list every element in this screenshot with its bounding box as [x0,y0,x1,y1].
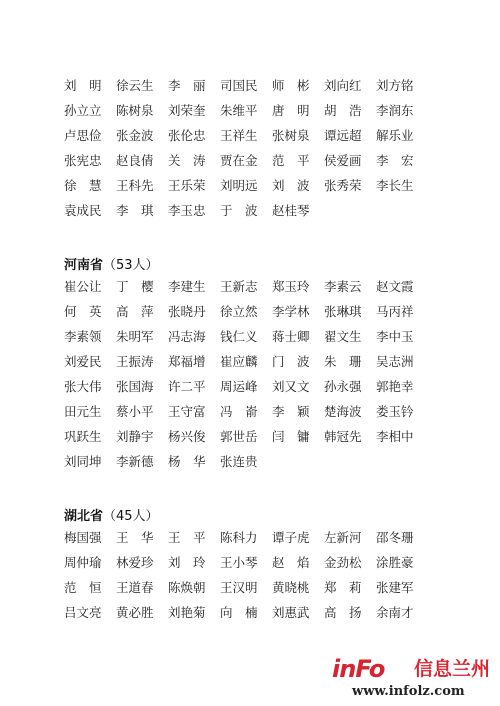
province-name: 湖北省 [64,509,104,524]
person-name: 李 宏 [376,153,414,168]
person-name: 高 扬 [324,605,362,620]
person-name: 李素云 [324,279,362,294]
person-name: 刘爱民 [64,354,102,369]
person-name: 张建军 [376,580,414,595]
person-name: 张宪忠 [64,153,102,168]
person-name: 王振涛 [116,354,154,369]
name-row [64,449,428,474]
person-name: 李建生 [168,279,206,294]
person-name: 刘方铭 [376,78,414,93]
person-name: 张大伟 [64,379,102,394]
person-name: 梅国强 [64,530,102,545]
name-list-henan [64,274,428,474]
person-name: 谭子虎 [272,530,310,545]
person-name: 谭远超 [324,128,362,143]
person-name: 刘明远 [220,178,258,193]
name-list-hubei [64,525,428,625]
name-row [64,98,428,123]
person-name: 左新河 [324,530,362,545]
person-name: 郭艳幸 [376,379,414,394]
person-name: 郭世岳 [220,429,258,444]
person-name: 蔡小平 [116,404,154,419]
person-name: 张伦忠 [168,128,206,143]
person-name: 刘同坤 [64,454,102,469]
name-row [64,198,428,223]
person-name: 李中玉 [376,329,414,344]
province-name: 河南省 [64,258,104,273]
person-name: 刘静宇 [116,429,154,444]
person-name: 于 波 [220,203,258,218]
person-name: 张秀荣 [324,178,362,193]
person-name: 王 平 [168,530,206,545]
person-name: 徐云生 [116,78,154,93]
person-name: 朱维平 [220,103,258,118]
name-row [64,600,428,625]
person-name: 张琳琪 [324,304,362,319]
person-name: 金劲松 [324,555,362,570]
name-row [64,374,428,399]
province-count: （45人） [103,509,159,524]
person-name: 赵 焰 [272,555,310,570]
person-name: 邵冬珊 [376,530,414,545]
person-name: 杨 华 [168,454,206,469]
person-name: 许二平 [168,379,206,394]
logo-mark: inFo [332,655,385,683]
name-row [64,123,428,148]
person-name: 向 楠 [220,605,258,620]
person-name: 王乐荣 [168,178,206,193]
person-name: 丁 樱 [116,279,154,294]
person-name: 李新德 [116,454,154,469]
person-name: 卢思俭 [64,128,102,143]
person-name: 王道春 [116,580,154,595]
person-name: 崔应麟 [220,354,258,369]
person-name: 范 恒 [64,580,102,595]
person-name: 朱 珊 [324,354,362,369]
person-name: 门 波 [272,354,310,369]
person-name: 余南才 [376,605,414,620]
person-name: 涂胜豪 [376,555,414,570]
person-name: 郑福增 [168,354,206,369]
person-name: 李相中 [376,429,414,444]
person-name: 黄必胜 [116,605,154,620]
person-name: 赵文霞 [376,279,414,294]
person-name: 王祥生 [220,128,258,143]
name-row [64,299,428,324]
person-name: 孙立立 [64,103,102,118]
watermark-url: www.infolz.com [352,684,465,699]
person-name: 陈树泉 [116,103,154,118]
person-name: 翟文生 [324,329,362,344]
person-name: 李 丽 [168,78,206,93]
person-name: 周仲瑜 [64,555,102,570]
person-name: 胡 浩 [324,103,362,118]
name-list-shandong [64,73,428,223]
person-name: 王小琴 [220,555,258,570]
person-name: 唐 明 [272,103,310,118]
person-name: 田元生 [64,404,102,419]
person-name: 张树泉 [272,128,310,143]
person-name: 张晓丹 [168,304,206,319]
person-name: 张国海 [116,379,154,394]
person-name: 赵良倩 [116,153,154,168]
person-name: 关 涛 [168,153,206,168]
name-row [64,575,428,600]
person-name: 王汉明 [220,580,258,595]
person-name: 闫 镛 [272,429,310,444]
person-name: 巩跃生 [64,429,102,444]
person-name: 刘又文 [272,379,310,394]
person-name: 林爱珍 [116,555,154,570]
name-row [64,399,428,424]
person-name: 刘惠武 [272,605,310,620]
person-name: 王新志 [220,279,258,294]
person-name: 徐立然 [220,304,258,319]
name-row [64,173,428,198]
person-name: 李 琪 [116,203,154,218]
name-row [64,525,428,550]
person-name: 何 英 [64,304,102,319]
logo-text: 信息兰州 [414,658,491,680]
person-name: 蒋士卿 [272,329,310,344]
person-name: 解乐业 [376,128,414,143]
name-row [64,424,428,449]
person-name: 朱明军 [116,329,154,344]
person-name: 陈科力 [220,530,258,545]
person-name: 吴志洲 [376,354,414,369]
person-name: 贾在金 [220,153,258,168]
person-name: 范 平 [272,153,310,168]
person-name: 张金波 [116,128,154,143]
person-name: 王守富 [168,404,206,419]
person-name: 刘 明 [64,78,102,93]
person-name: 刘 玲 [168,555,206,570]
person-name: 娄玉钤 [376,404,414,419]
person-name: 黄晓桃 [272,580,310,595]
person-name: 袁成民 [64,203,102,218]
person-name: 冯志海 [168,329,206,344]
section-heading-hubei [64,505,159,524]
person-name: 郑 莉 [324,580,362,595]
person-name: 司国民 [220,78,258,93]
person-name: 高 萍 [116,304,154,319]
person-name: 陈焕朝 [168,580,206,595]
watermark-logo [332,654,492,684]
person-name: 孙永强 [324,379,362,394]
person-name: 刘荣奎 [168,103,206,118]
person-name: 徐 慧 [64,178,102,193]
name-row [64,274,428,299]
province-count: （53人） [103,258,159,273]
person-name: 李玉忠 [168,203,206,218]
person-name: 师 彬 [272,78,310,93]
person-name: 侯爱画 [324,153,362,168]
person-name: 冯 嵛 [220,404,258,419]
name-row [64,324,428,349]
person-name: 马丙祥 [376,304,414,319]
person-name: 刘向红 [324,78,362,93]
person-name: 崔公让 [64,279,102,294]
person-name: 钱仁义 [220,329,258,344]
person-name: 李学林 [272,304,310,319]
person-name: 李素领 [64,329,102,344]
person-name: 王 华 [116,530,154,545]
person-name: 张连贵 [220,454,258,469]
person-name: 楚海波 [324,404,362,419]
person-name: 李润东 [376,103,414,118]
person-name: 李 颖 [272,404,310,419]
person-name: 吕文亮 [64,605,102,620]
person-name: 杨兴俊 [168,429,206,444]
person-name: 刘艳菊 [168,605,206,620]
name-row [64,73,428,98]
person-name: 郑玉玲 [272,279,310,294]
person-name: 王科先 [116,178,154,193]
name-row [64,148,428,173]
person-name: 李长生 [376,178,414,193]
person-name: 赵桂琴 [272,203,310,218]
section-heading-henan [64,254,159,273]
person-name: 刘 波 [272,178,310,193]
name-row [64,550,428,575]
name-row [64,349,428,374]
person-name: 周运峰 [220,379,258,394]
person-name: 韩冠先 [324,429,362,444]
